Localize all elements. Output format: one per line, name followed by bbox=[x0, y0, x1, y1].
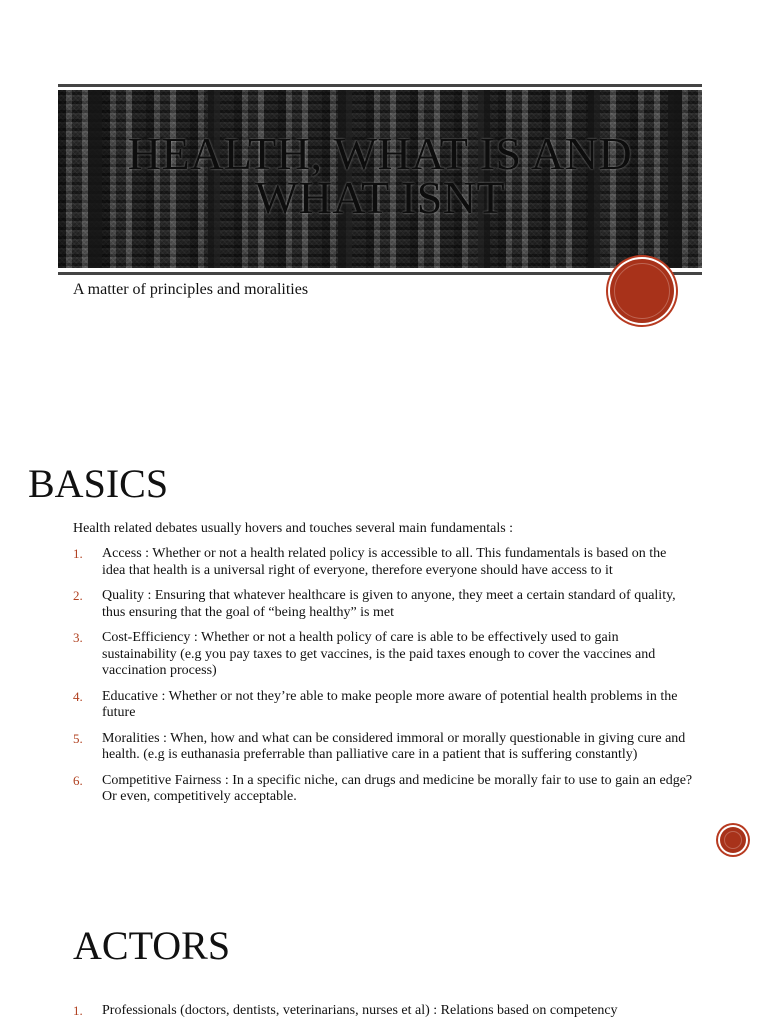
list-item bbox=[73, 588, 693, 621]
list-item bbox=[73, 630, 693, 680]
list-text: Moralities : When, how and what can be considered immoral or morally questionable in giving cure and health. (e.g is euthanasia preferrable than palliative care in a patient that is suffering constantly) bbox=[102, 730, 686, 762]
list-item bbox=[73, 731, 693, 764]
slide-heading: ACTORS bbox=[73, 923, 231, 968]
list-item bbox=[73, 546, 693, 579]
fundamentals-list bbox=[73, 546, 693, 806]
list-item bbox=[73, 1003, 713, 1020]
slide-title: HEALTH, WHAT IS AND WHAT ISNT bbox=[127, 128, 633, 223]
list-item bbox=[73, 689, 693, 722]
list-text: Educative : Whether or not they’re able to make people more aware of potential health problems in the future bbox=[102, 688, 678, 720]
intro-text: Health related debates usually hovers and touches several main fundamentals : bbox=[73, 521, 514, 536]
accent-circle-icon bbox=[610, 259, 674, 323]
list-text: Access : Whether or not a health related policy is accessible to all. This fundamentals is based on the idea that health is a universal right of everyone, therefore everyone should have access to it bbox=[102, 546, 667, 578]
list-number: 1. bbox=[73, 1003, 83, 1018]
list-number: 2. bbox=[73, 588, 83, 603]
title-slide bbox=[0, 0, 768, 400]
list-text: Quality : Ensuring that whatever healthcare is given to anyone, they meet a certain standard of quality, thus ensuring that the goal of “being healthy” is met bbox=[102, 588, 676, 620]
banner-bottom-rule bbox=[58, 272, 702, 275]
slide-heading: BASICS bbox=[28, 461, 169, 506]
banner-top-rule bbox=[58, 84, 702, 87]
list-item bbox=[73, 773, 693, 806]
title-banner bbox=[58, 90, 702, 268]
list-number: 4. bbox=[73, 688, 83, 704]
actors-slide bbox=[0, 860, 768, 1024]
list-number: 1. bbox=[73, 546, 83, 561]
list-number: 5. bbox=[73, 730, 83, 746]
list-number: 3. bbox=[73, 630, 83, 645]
list-text: Professionals (doctors, dentists, veterinarians, nurses et al) : Relations based on competency bbox=[102, 1003, 618, 1018]
list-text: Competitive Fairness : In a specific niche, can drugs and medicine be morally fair to use to gain an edge? Or even, competitively acceptable. bbox=[102, 772, 693, 804]
basics-slide bbox=[0, 400, 768, 860]
list-number: 6. bbox=[73, 772, 83, 788]
list-text: Cost-Efficiency : Whether or not a health policy of care is able to be effectively used to gain sustainability (e.g you pay taxes to get vaccines, is the paid taxes enough to cover the vaccines and vaccination process) bbox=[102, 630, 656, 678]
actors-list bbox=[73, 1003, 713, 1020]
slide-subtitle: A matter of principles and moralities bbox=[73, 281, 309, 298]
accent-circle-icon bbox=[720, 827, 746, 853]
